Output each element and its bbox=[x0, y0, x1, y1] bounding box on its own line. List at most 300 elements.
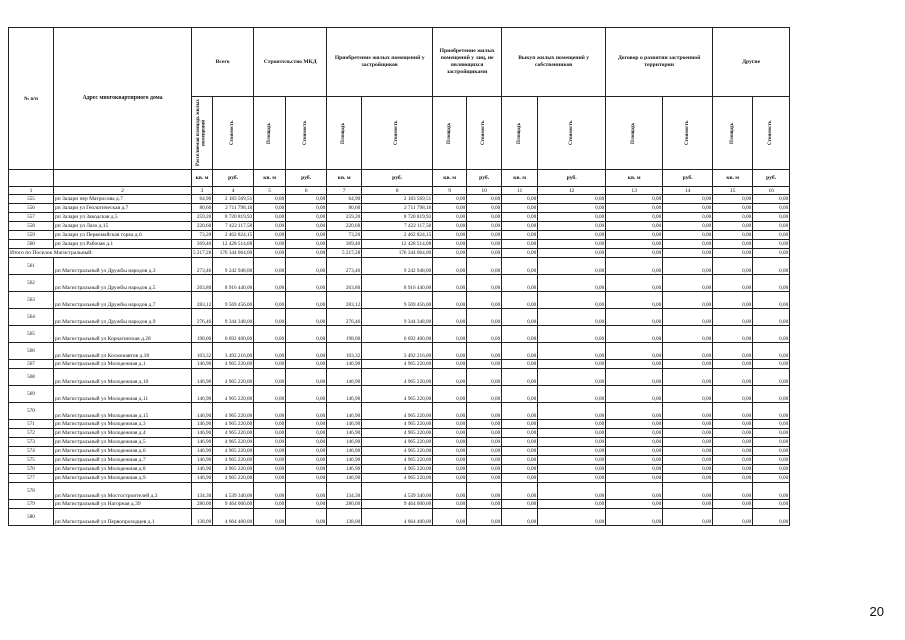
row-number: 555 bbox=[9, 195, 54, 204]
zero-value: 0,00 bbox=[502, 420, 538, 429]
zero-value: 0,00 bbox=[467, 429, 502, 438]
subheader-cell bbox=[713, 97, 753, 170]
zero-value: 0,00 bbox=[606, 420, 663, 429]
row-address: рп Залари ул Геологическая д.7 bbox=[54, 204, 192, 213]
subheader-area-total: Расселяемая площадь жилых помещений bbox=[196, 99, 208, 167]
zastr-cost: 12 428 514,08 bbox=[362, 240, 433, 249]
zero-value: 0,00 bbox=[433, 249, 467, 258]
row-address: рп Залари ул Первомайская горка д.6 bbox=[54, 231, 192, 240]
zero-value: 0,00 bbox=[467, 195, 502, 204]
zero-value: 0,00 bbox=[467, 447, 502, 456]
zastr-cost: 9 464 000,00 bbox=[362, 500, 433, 509]
subheader-cell bbox=[663, 97, 713, 170]
row-address: рп Магистральный ул Молодежная д.11 bbox=[54, 386, 192, 403]
zero-value: 0,00 bbox=[286, 195, 327, 204]
zero-value: 0,00 bbox=[663, 240, 713, 249]
zero-value: 0,00 bbox=[538, 456, 606, 465]
subheader-cell bbox=[213, 97, 254, 170]
zero-value: 0,00 bbox=[433, 360, 467, 369]
cost-total: 4 965 220,00 bbox=[213, 438, 254, 447]
area-total: 138,00 bbox=[192, 509, 213, 526]
table-row bbox=[9, 213, 790, 222]
row-address: рп Магистральный ул Нагорная д.39 bbox=[54, 500, 192, 509]
zero-value: 0,00 bbox=[433, 309, 467, 326]
cost-total: 4 965 220,00 bbox=[213, 386, 254, 403]
zero-value: 0,00 bbox=[713, 231, 753, 240]
zero-value: 0,00 bbox=[663, 275, 713, 292]
area-total: 146,90 bbox=[192, 369, 213, 386]
subheader-cell bbox=[192, 97, 213, 170]
zero-value: 0,00 bbox=[753, 500, 790, 509]
area-total: 146,90 bbox=[192, 447, 213, 456]
zero-value: 0,00 bbox=[538, 483, 606, 500]
zastr-area: 80,60 bbox=[327, 204, 362, 213]
zero-value: 0,00 bbox=[467, 465, 502, 474]
subheader-cost: Стоимость bbox=[684, 120, 690, 146]
zero-value: 0,00 bbox=[713, 420, 753, 429]
zero-value: 0,00 bbox=[663, 456, 713, 465]
zero-value: 0,00 bbox=[753, 213, 790, 222]
zero-value: 0,00 bbox=[254, 195, 286, 204]
cost-total: 2 462 824,15 bbox=[213, 231, 254, 240]
zero-value: 0,00 bbox=[467, 326, 502, 343]
zastr-area: 146,90 bbox=[327, 456, 362, 465]
zero-value: 0,00 bbox=[286, 249, 327, 258]
subheader-cell bbox=[254, 97, 286, 170]
zero-value: 0,00 bbox=[663, 249, 713, 258]
zastr-area: 220,60 bbox=[327, 222, 362, 231]
zero-value: 0,00 bbox=[663, 195, 713, 204]
header-group-row bbox=[9, 28, 790, 97]
row-address: рп Магистральный ул Молодежная д.3 bbox=[54, 420, 192, 429]
table-row bbox=[9, 509, 790, 526]
zero-value: 0,00 bbox=[713, 343, 753, 360]
zero-value: 0,00 bbox=[606, 343, 663, 360]
row-address: рп Залари пер Матросова д.7 bbox=[54, 195, 192, 204]
subheader-cell bbox=[467, 97, 502, 170]
cost-total: 9 242 948,00 bbox=[213, 258, 254, 275]
table-row bbox=[9, 483, 790, 500]
zero-value: 0,00 bbox=[606, 249, 663, 258]
zero-value: 0,00 bbox=[753, 343, 790, 360]
zero-value: 0,00 bbox=[286, 240, 327, 249]
zero-value: 0,00 bbox=[467, 204, 502, 213]
zero-value: 0,00 bbox=[467, 360, 502, 369]
zero-value: 0,00 bbox=[502, 222, 538, 231]
address-header: Адрес многоквартирного дома bbox=[54, 28, 192, 170]
zastr-area: 146,90 bbox=[327, 465, 362, 474]
unit-cell: кв. м bbox=[327, 170, 362, 187]
row-address: рп Магистральный ул Космонавтов д.18 bbox=[54, 343, 192, 360]
zero-value: 0,00 bbox=[286, 500, 327, 509]
zero-value: 0,00 bbox=[286, 204, 327, 213]
zero-value: 0,00 bbox=[286, 465, 327, 474]
subheader-cost: Стоимость bbox=[481, 120, 487, 146]
subheader-cost: Стоимость bbox=[568, 120, 574, 146]
register-table bbox=[8, 27, 790, 526]
unit-cell bbox=[54, 170, 192, 187]
row-number: 559 bbox=[9, 231, 54, 240]
row-number: 577 bbox=[9, 474, 54, 483]
zero-value: 0,00 bbox=[538, 447, 606, 456]
zero-value: 0,00 bbox=[538, 438, 606, 447]
zastr-cost: 6 692 400,00 bbox=[362, 326, 433, 343]
zero-value: 0,00 bbox=[713, 403, 753, 420]
zero-value: 0,00 bbox=[753, 509, 790, 526]
subtotal-row bbox=[9, 249, 790, 258]
area-total: 263,80 bbox=[192, 275, 213, 292]
zero-value: 0,00 bbox=[254, 483, 286, 500]
zero-value: 0,00 bbox=[254, 231, 286, 240]
area-total: 103,32 bbox=[192, 343, 213, 360]
zero-value: 0,00 bbox=[433, 213, 467, 222]
table-row bbox=[9, 292, 790, 309]
unit-cell: руб. bbox=[538, 170, 606, 187]
zastr-area: 276,46 bbox=[327, 309, 362, 326]
zero-value: 0,00 bbox=[606, 309, 663, 326]
zastr-area: 146,90 bbox=[327, 438, 362, 447]
area-total: 146,90 bbox=[192, 456, 213, 465]
zero-value: 0,00 bbox=[433, 456, 467, 465]
zero-value: 0,00 bbox=[502, 447, 538, 456]
zero-value: 0,00 bbox=[502, 195, 538, 204]
zero-value: 0,00 bbox=[606, 222, 663, 231]
zero-value: 0,00 bbox=[433, 369, 467, 386]
table-row bbox=[9, 447, 790, 456]
area-total: 146,90 bbox=[192, 438, 213, 447]
zero-value: 0,00 bbox=[502, 240, 538, 249]
area-total: 280,00 bbox=[192, 500, 213, 509]
cost-total: 6 692 400,00 bbox=[213, 326, 254, 343]
zero-value: 0,00 bbox=[433, 465, 467, 474]
unit-cell: кв. м bbox=[192, 170, 213, 187]
zero-value: 0,00 bbox=[286, 509, 327, 526]
cost-total: 4 965 220,00 bbox=[213, 403, 254, 420]
zero-value: 0,00 bbox=[502, 231, 538, 240]
zero-value: 0,00 bbox=[254, 403, 286, 420]
zastr-area: 138,00 bbox=[327, 509, 362, 526]
zero-value: 0,00 bbox=[502, 429, 538, 438]
cost-total: 3 492 216,00 bbox=[213, 343, 254, 360]
zero-value: 0,00 bbox=[753, 326, 790, 343]
zero-value: 0,00 bbox=[433, 222, 467, 231]
zero-value: 0,00 bbox=[254, 360, 286, 369]
zero-value: 0,00 bbox=[538, 326, 606, 343]
zero-value: 0,00 bbox=[713, 474, 753, 483]
subheader-area: Площадь bbox=[446, 122, 452, 144]
zero-value: 0,00 bbox=[254, 240, 286, 249]
subheader-cell bbox=[362, 97, 433, 170]
zero-value: 0,00 bbox=[467, 456, 502, 465]
table-row bbox=[9, 386, 790, 403]
zastr-cost: 4 539 340,00 bbox=[362, 483, 433, 500]
row-number: 575 bbox=[9, 456, 54, 465]
zero-value: 0,00 bbox=[663, 474, 713, 483]
zero-value: 0,00 bbox=[753, 240, 790, 249]
zero-value: 0,00 bbox=[433, 343, 467, 360]
zero-value: 0,00 bbox=[502, 343, 538, 360]
cost-total: 4 965 220,00 bbox=[213, 447, 254, 456]
unit-cell bbox=[9, 170, 54, 187]
zero-value: 0,00 bbox=[286, 438, 327, 447]
zero-value: 0,00 bbox=[286, 231, 327, 240]
subheader-cell bbox=[502, 97, 538, 170]
row-number: 579 bbox=[9, 500, 54, 509]
zero-value: 0,00 bbox=[254, 429, 286, 438]
cost-total: 4 965 220,00 bbox=[213, 456, 254, 465]
column-number: 4 bbox=[213, 187, 254, 195]
zero-value: 0,00 bbox=[606, 447, 663, 456]
area-total: 134,30 bbox=[192, 483, 213, 500]
column-number: 9 bbox=[433, 187, 467, 195]
area-total: 73,20 bbox=[192, 231, 213, 240]
subheader-cost: Стоимость bbox=[303, 120, 309, 146]
zero-value: 0,00 bbox=[254, 326, 286, 343]
zastr-area: 134,30 bbox=[327, 483, 362, 500]
zero-value: 0,00 bbox=[538, 386, 606, 403]
zero-value: 0,00 bbox=[286, 403, 327, 420]
zero-value: 0,00 bbox=[606, 369, 663, 386]
zero-value: 0,00 bbox=[433, 204, 467, 213]
zero-value: 0,00 bbox=[606, 509, 663, 526]
zastr-area: 146,90 bbox=[327, 420, 362, 429]
zero-value: 0,00 bbox=[538, 369, 606, 386]
page-number: 20 bbox=[869, 604, 884, 619]
zero-value: 0,00 bbox=[753, 369, 790, 386]
zero-value: 0,00 bbox=[606, 360, 663, 369]
zero-value: 0,00 bbox=[286, 275, 327, 292]
zero-value: 0,00 bbox=[713, 292, 753, 309]
zero-value: 0,00 bbox=[663, 403, 713, 420]
zero-value: 0,00 bbox=[606, 258, 663, 275]
zero-value: 0,00 bbox=[433, 500, 467, 509]
subheader-cost: Стоимость bbox=[768, 120, 774, 146]
zero-value: 0,00 bbox=[606, 292, 663, 309]
zero-value: 0,00 bbox=[663, 369, 713, 386]
unit-cell: кв. м bbox=[254, 170, 286, 187]
zero-value: 0,00 bbox=[606, 231, 663, 240]
zero-value: 0,00 bbox=[753, 456, 790, 465]
zero-value: 0,00 bbox=[254, 222, 286, 231]
zero-value: 0,00 bbox=[606, 403, 663, 420]
zero-value: 0,00 bbox=[538, 222, 606, 231]
zero-value: 0,00 bbox=[433, 195, 467, 204]
area-total: 146,90 bbox=[192, 360, 213, 369]
zero-value: 0,00 bbox=[663, 386, 713, 403]
zero-value: 0,00 bbox=[467, 369, 502, 386]
subheader-cell bbox=[753, 97, 790, 170]
zero-value: 0,00 bbox=[753, 204, 790, 213]
zero-value: 0,00 bbox=[254, 258, 286, 275]
zero-value: 0,00 bbox=[663, 360, 713, 369]
zero-value: 0,00 bbox=[753, 420, 790, 429]
zastr-cost: 176 344 064,00 bbox=[362, 249, 433, 258]
zero-value: 0,00 bbox=[286, 369, 327, 386]
table-row bbox=[9, 369, 790, 386]
table-row bbox=[9, 500, 790, 509]
zero-value: 0,00 bbox=[502, 474, 538, 483]
zero-value: 0,00 bbox=[467, 258, 502, 275]
group-header-ne-zastr: Приобретение жилых помещений у лиц, не являющихся застройщиками bbox=[433, 28, 502, 97]
zero-value: 0,00 bbox=[713, 456, 753, 465]
zero-value: 0,00 bbox=[254, 369, 286, 386]
cost-total: 4 965 220,00 bbox=[213, 465, 254, 474]
zero-value: 0,00 bbox=[254, 275, 286, 292]
zero-value: 0,00 bbox=[606, 500, 663, 509]
zero-value: 0,00 bbox=[713, 483, 753, 500]
zero-value: 0,00 bbox=[254, 474, 286, 483]
area-total: 64,90 bbox=[192, 195, 213, 204]
zastr-cost: 4 965 220,00 bbox=[362, 447, 433, 456]
zero-value: 0,00 bbox=[753, 195, 790, 204]
cost-total: 9 464 000,00 bbox=[213, 500, 254, 509]
zero-value: 0,00 bbox=[467, 420, 502, 429]
zero-value: 0,00 bbox=[753, 249, 790, 258]
zero-value: 0,00 bbox=[663, 343, 713, 360]
subheader-cell bbox=[433, 97, 467, 170]
zero-value: 0,00 bbox=[663, 483, 713, 500]
zero-value: 0,00 bbox=[713, 213, 753, 222]
subheader-area: Площадь bbox=[729, 122, 735, 144]
zero-value: 0,00 bbox=[254, 309, 286, 326]
row-address: рп Залари ул Заводская д.5 bbox=[54, 213, 192, 222]
subheader-cell bbox=[606, 97, 663, 170]
zero-value: 0,00 bbox=[254, 456, 286, 465]
zero-value: 0,00 bbox=[502, 403, 538, 420]
zero-value: 0,00 bbox=[753, 465, 790, 474]
zero-value: 0,00 bbox=[606, 275, 663, 292]
zero-value: 0,00 bbox=[713, 369, 753, 386]
row-number: 580 bbox=[9, 509, 54, 526]
zero-value: 0,00 bbox=[467, 509, 502, 526]
zastr-cost: 8 720 819,93 bbox=[362, 213, 433, 222]
zero-value: 0,00 bbox=[538, 360, 606, 369]
area-total: 259,20 bbox=[192, 213, 213, 222]
row-address: рп Магистральный ул Первопроходцев д.1 bbox=[54, 509, 192, 526]
zero-value: 0,00 bbox=[254, 343, 286, 360]
zero-value: 0,00 bbox=[753, 429, 790, 438]
zero-value: 0,00 bbox=[467, 483, 502, 500]
column-number: 10 bbox=[467, 187, 502, 195]
cost-total: 9 344 348,00 bbox=[213, 309, 254, 326]
unit-cell: руб. bbox=[286, 170, 327, 187]
table-row bbox=[9, 309, 790, 326]
zero-value: 0,00 bbox=[713, 429, 753, 438]
zero-value: 0,00 bbox=[606, 474, 663, 483]
row-address: рп Магистральный ул Дружбы народов д.9 bbox=[54, 309, 192, 326]
zero-value: 0,00 bbox=[433, 403, 467, 420]
zero-value: 0,00 bbox=[606, 204, 663, 213]
row-address: рп Магистральный ул Молодежная д.4 bbox=[54, 429, 192, 438]
area-total: 146,90 bbox=[192, 465, 213, 474]
cost-total: 4 965 220,00 bbox=[213, 360, 254, 369]
column-number: 7 bbox=[327, 187, 362, 195]
table-row bbox=[9, 456, 790, 465]
zero-value: 0,00 bbox=[663, 420, 713, 429]
table-body bbox=[9, 195, 790, 526]
zastr-area: 146,90 bbox=[327, 386, 362, 403]
row-number: 562 bbox=[9, 275, 54, 292]
row-address: рп Залари ул Рабочая д.1 bbox=[54, 240, 192, 249]
cost-total: 8 720 819,93 bbox=[213, 213, 254, 222]
zero-value: 0,00 bbox=[467, 240, 502, 249]
units-row bbox=[9, 170, 790, 187]
zero-value: 0,00 bbox=[502, 249, 538, 258]
column-number: 2 bbox=[54, 187, 192, 195]
area-total: 146,90 bbox=[192, 429, 213, 438]
zero-value: 0,00 bbox=[433, 275, 467, 292]
zero-value: 0,00 bbox=[433, 509, 467, 526]
group-header-zastr: Приобретение жилых помещений у застройщиков bbox=[327, 28, 433, 97]
cost-total: 4 965 220,00 bbox=[213, 420, 254, 429]
subtotal-label: Итого по Поселок Магистральный: bbox=[9, 249, 192, 258]
zero-value: 0,00 bbox=[502, 483, 538, 500]
zero-value: 0,00 bbox=[606, 483, 663, 500]
row-address: рп Магистральный ул Молодежная д.1 bbox=[54, 360, 192, 369]
zero-value: 0,00 bbox=[254, 509, 286, 526]
zastr-cost: 7 422 117,58 bbox=[362, 222, 433, 231]
row-number: 566 bbox=[9, 343, 54, 360]
zero-value: 0,00 bbox=[502, 275, 538, 292]
zero-value: 0,00 bbox=[753, 360, 790, 369]
row-number: 569 bbox=[9, 386, 54, 403]
zero-value: 0,00 bbox=[538, 429, 606, 438]
zero-value: 0,00 bbox=[753, 447, 790, 456]
table-row bbox=[9, 474, 790, 483]
table-row bbox=[9, 231, 790, 240]
zero-value: 0,00 bbox=[502, 258, 538, 275]
row-number: 557 bbox=[9, 213, 54, 222]
zero-value: 0,00 bbox=[467, 309, 502, 326]
zero-value: 0,00 bbox=[713, 249, 753, 258]
zero-value: 0,00 bbox=[467, 343, 502, 360]
zero-value: 0,00 bbox=[606, 456, 663, 465]
zastr-cost: 2 462 824,15 bbox=[362, 231, 433, 240]
zero-value: 0,00 bbox=[753, 438, 790, 447]
zero-value: 0,00 bbox=[286, 386, 327, 403]
table-row bbox=[9, 403, 790, 420]
zero-value: 0,00 bbox=[286, 429, 327, 438]
zero-value: 0,00 bbox=[713, 240, 753, 249]
zastr-area: 273,46 bbox=[327, 258, 362, 275]
subheader-area: Площадь bbox=[631, 122, 637, 144]
cost-total: 9 569 456,00 bbox=[213, 292, 254, 309]
zero-value: 0,00 bbox=[254, 249, 286, 258]
row-number: 570 bbox=[9, 403, 54, 420]
table-row bbox=[9, 343, 790, 360]
zero-value: 0,00 bbox=[467, 438, 502, 447]
table-row bbox=[9, 275, 790, 292]
unit-cell: руб. bbox=[213, 170, 254, 187]
zero-value: 0,00 bbox=[502, 500, 538, 509]
zastr-cost: 4 965 220,00 bbox=[362, 420, 433, 429]
zero-value: 0,00 bbox=[286, 360, 327, 369]
cost-total: 12 428 514,08 bbox=[213, 240, 254, 249]
zero-value: 0,00 bbox=[467, 386, 502, 403]
zero-value: 0,00 bbox=[286, 326, 327, 343]
zero-value: 0,00 bbox=[502, 369, 538, 386]
area-total: 146,90 bbox=[192, 403, 213, 420]
zastr-area: 146,90 bbox=[327, 369, 362, 386]
zero-value: 0,00 bbox=[663, 231, 713, 240]
zero-value: 0,00 bbox=[467, 222, 502, 231]
zero-value: 0,00 bbox=[753, 231, 790, 240]
zastr-cost: 4 965 220,00 bbox=[362, 438, 433, 447]
table-row bbox=[9, 204, 790, 213]
zero-value: 0,00 bbox=[502, 204, 538, 213]
zero-value: 0,00 bbox=[713, 509, 753, 526]
subheader-cell bbox=[327, 97, 362, 170]
